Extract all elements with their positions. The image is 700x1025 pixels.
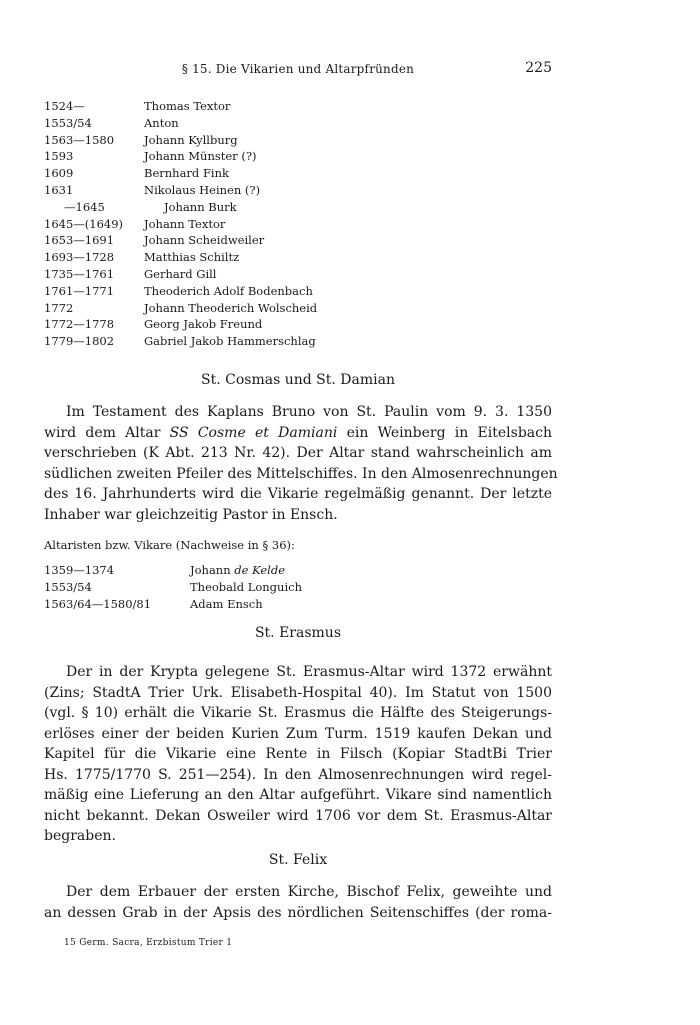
list-date: 1653—1691 <box>44 233 115 248</box>
list-row <box>44 266 317 283</box>
list-date: 1593 <box>44 149 74 164</box>
vicar-list-textor <box>44 98 317 350</box>
list-row <box>44 333 317 350</box>
list-row <box>44 249 317 266</box>
section-heading-felix: St. Felix <box>268 852 328 868</box>
text-line: (vgl. § 10) erhält die Vikarie St. Erasmus die Hälfte des Steigerungs- <box>44 705 552 721</box>
list-name: Matthias Schiltz <box>144 250 240 265</box>
text-line: erlöses einer der beiden Kurien Zum Turm. 1519 kaufen Dekan und <box>44 725 552 742</box>
text-line <box>44 423 552 444</box>
list-name: Nikolaus Heinen (?) <box>144 182 261 197</box>
line-text: Im Testament des Kaplans Bruno von St. Paulin vom 9. 3. 1350 <box>66 404 552 420</box>
list-row <box>44 316 317 333</box>
text-line: Der dem Erbauer der ersten Kirche, Bischof Felix, geweihte und <box>66 884 552 900</box>
name-text: Theobald Longuich <box>190 579 302 594</box>
list-name: Johann Theoderich Wolscheid <box>144 300 318 315</box>
text-line: Der in der Krypta gelegene St. Erasmus-Altar wird 1372 erwähnt <box>66 664 552 680</box>
list-name <box>190 562 285 579</box>
text-line <box>44 443 552 464</box>
list-date: 1772 <box>44 300 74 315</box>
list-date: 1609 <box>44 166 74 181</box>
list-name: Johann Scheidweiler <box>144 233 265 248</box>
list-date: 1631 <box>44 182 74 197</box>
name-italic: de Kelde <box>234 563 286 577</box>
list-row <box>44 562 302 579</box>
text-line: Kapitel für die Vikarie eine Rente in Filsch (Kopiar StadtBi Trier <box>44 746 552 762</box>
line-text: wird dem Altar <box>44 424 170 441</box>
list-name: Bernhard Fink <box>144 166 229 181</box>
list-caption: Altaristen bzw. Vikare (Nachweise in § 36): <box>44 538 295 552</box>
section-heading-erasmus: St. Erasmus <box>254 625 342 641</box>
list-date: —1645 <box>64 199 105 214</box>
signature-footnote: 15 Germ. Sacra, Erzbistum Trier 1 <box>64 938 233 948</box>
text-line: (Zins; StadtA Trier Urk. Elisabeth-Hospital 40). Im Statut von 1500 <box>44 684 552 701</box>
paragraph-cosmas <box>44 402 558 525</box>
list-row <box>44 98 317 115</box>
list-date: 1735—1761 <box>44 266 115 281</box>
list-row <box>44 115 317 132</box>
line-text: des 16. Jahrhunderts wird die Vikarie regelmäßig genannt. Der letzte <box>44 486 552 502</box>
list-name: Johann Kyllburg <box>144 132 238 147</box>
text-line <box>44 402 552 423</box>
name-text: Adam Ensch <box>190 596 263 611</box>
list-date: 1553/54 <box>44 579 92 594</box>
line-text: südlichen zweiten Pfeiler des Mittelschiffes. In den Almosenrechnungen <box>44 465 558 482</box>
paragraph-felix <box>44 882 552 923</box>
list-date: 1359—1374 <box>44 563 115 577</box>
list-name <box>190 579 302 596</box>
list-date: 1524— <box>44 99 85 113</box>
list-date: 1563/64—1580/81 <box>44 596 152 611</box>
text-line: nicht bekannt. Dekan Osweiler wird 1706 vor dem St. Erasmus-Altar <box>44 807 552 824</box>
list-row <box>44 579 302 596</box>
list-name: Georg Jakob Freund <box>144 317 263 332</box>
list-name: Johann Münster (?) <box>144 149 257 164</box>
list-name <box>190 596 263 613</box>
list-date: 1779—1802 <box>44 334 115 349</box>
list-row <box>44 283 317 300</box>
running-title: § 15. Die Vikarien und Altarpfründen <box>181 62 415 76</box>
list-date: 1553/54 <box>44 115 92 130</box>
text-line: Hs. 1775/1770 S. 251—254). In den Almosenrechnungen wird regel- <box>44 766 552 783</box>
list-date: 1563—1580 <box>44 132 115 147</box>
text-line: an dessen Grab in der Apsis des nördlichen Seitenschiffes (der roma- <box>44 904 552 921</box>
page-number: 225 <box>525 60 552 76</box>
list-date: 1761—1771 <box>44 283 115 298</box>
list-date: 1772—1778 <box>44 317 115 332</box>
line-text: verschrieben (K Abt. 213 Nr. 42). Der Altar stand wahrscheinlich am <box>44 445 552 461</box>
list-row <box>44 300 317 317</box>
page-header <box>44 62 552 82</box>
list-row <box>44 216 317 233</box>
list-row <box>44 182 317 199</box>
list-name: Gabriel Jakob Hammerschlag <box>144 334 316 349</box>
list-name: Theoderich Adolf Bodenbach <box>144 283 313 298</box>
list-row <box>44 232 317 249</box>
list-name: Johann Textor <box>144 216 226 231</box>
text-line: begraben. <box>44 828 116 844</box>
list-row <box>44 165 317 182</box>
text-line: mäßig eine Lieferung an den Altar aufgeführt. Vikare sind namentlich <box>44 787 552 803</box>
line-text: ein Weinberg in Eitelsbach <box>337 424 552 441</box>
list-date: 1645—(1649) <box>44 216 124 231</box>
text-line <box>44 505 552 526</box>
list-row <box>44 596 302 613</box>
paragraph-erasmus <box>44 662 552 847</box>
vicar-list-cosmas <box>44 562 302 612</box>
text-line <box>44 464 558 485</box>
name-text: Johann <box>190 563 235 577</box>
list-row <box>44 132 317 149</box>
line-text: Inhaber war gleichzeitig Pastor in Ensch. <box>44 506 338 523</box>
section-heading-cosmas: St. Cosmas und St. Damian <box>201 372 395 388</box>
italic-text: SS Cosme et Damiani <box>169 424 338 441</box>
list-name: Thomas Textor <box>144 99 231 113</box>
list-row <box>44 148 317 165</box>
list-name: Anton <box>144 115 179 130</box>
list-row <box>44 199 317 216</box>
text-line <box>44 484 552 505</box>
list-name: Gerhard Gill <box>144 266 217 281</box>
list-name: Johann Burk <box>164 199 237 214</box>
list-date: 1693—1728 <box>44 250 115 265</box>
